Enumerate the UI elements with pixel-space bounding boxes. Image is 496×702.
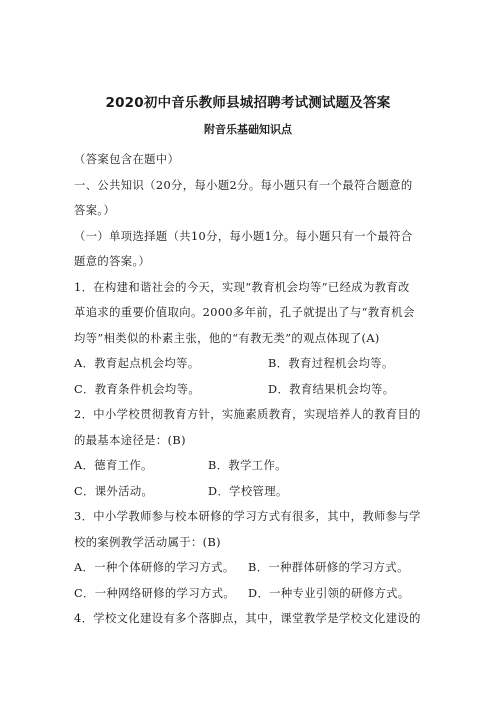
document-title: 2020初中音乐教师县城招聘考试测试题及答案	[105, 95, 391, 111]
subsection-heading: （一）单项选择题（共10分，每小题1分。每小题只有一个最符合	[74, 230, 413, 243]
question-3-option-d: D．一种专业引领的研修方式。	[248, 587, 410, 600]
document-subtitle: 附音乐基础知识点	[204, 123, 292, 136]
question-1-option-d: D．教育结果机会均等。	[268, 383, 395, 396]
section-heading-cont: 答案。）	[74, 204, 116, 217]
question-3-text: 校的案例教学活动属于：(B)	[74, 536, 221, 549]
question-1-option-c: C．教育条件机会均等。	[74, 383, 201, 396]
question-3-option-a: A．一种个体研修的学习方式。	[74, 561, 235, 574]
question-3-text: 3．中小学教师参与校本研修的学习方式有很多，其中，教师参与学	[74, 510, 421, 523]
question-1-text: 革追求的重要价值取向。2000多年前，孔子就提出了与“教育机会	[74, 306, 415, 319]
question-1-text: 均等”相类似的朴素主张，他的“有教无类”的观点体现了(A)	[74, 332, 380, 345]
question-1-text: 1．在构建和谐社会的今天，实现“教育机会均等”已经成为教育改	[74, 281, 410, 294]
question-4-text: 4．学校文化建设有多个落脚点，其中，课堂教学是学校文化建设的	[74, 612, 421, 625]
question-2-option-c: C．课外活动。	[74, 485, 154, 498]
answer-note: （答案包含在题中）	[74, 153, 180, 166]
question-2-option-a: A．德育工作。	[74, 459, 153, 472]
question-2-option-d: D．学校管理。	[208, 485, 288, 498]
question-2-option-b: B．教学工作。	[208, 459, 287, 472]
subsection-heading-cont: 题意的答案。）	[74, 255, 151, 268]
question-3-option-c: C．一种网络研修的学习方式。	[74, 587, 236, 600]
question-1-option-a: A．教育起点机会均等。	[74, 357, 200, 370]
question-3-option-b: B．一种群体研修的学习方式。	[248, 561, 409, 574]
question-2-text: 2．中小学校贯彻教育方针，实施素质教育，实现培养人的教育目的	[74, 408, 421, 421]
section-heading: 一、公共知识（20分，每小题2分。每小题只有一个最符合题意的	[74, 179, 413, 192]
question-1-option-b: B．教育过程机会均等。	[268, 357, 394, 370]
question-2-text: 的最基本途径是：(B)	[74, 434, 186, 447]
